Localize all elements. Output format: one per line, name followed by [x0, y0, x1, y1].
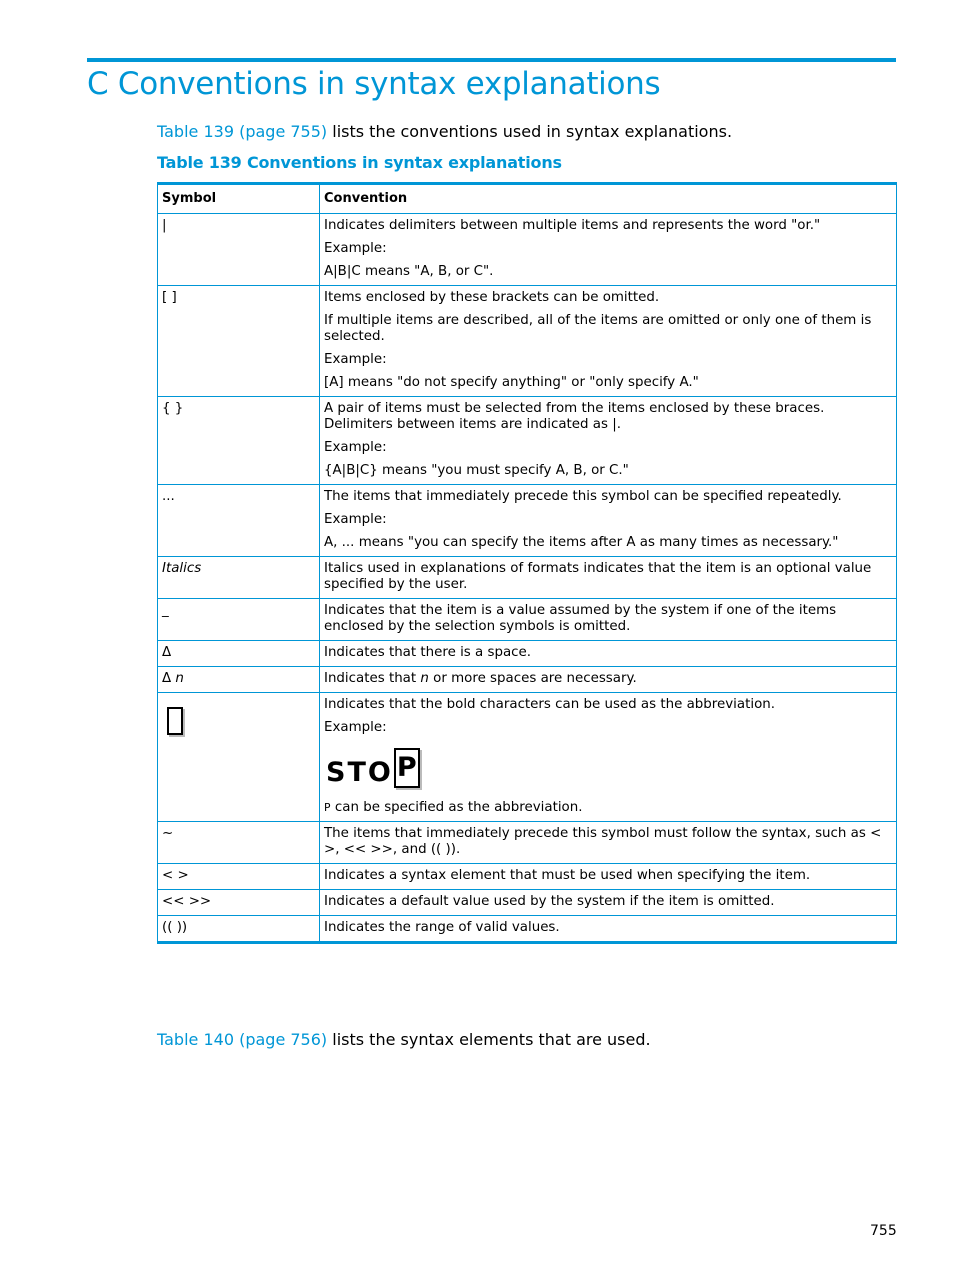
convention-line: If multiple items are described, all of the items are omitted or only one of them is selected. — [324, 313, 872, 344]
table-caption: Table 139 Conventions in syntax explanations — [157, 153, 562, 172]
convention-line: Italics used in explanations of formats indicates that the item is an optional value specified by the user. — [324, 561, 872, 592]
symbol-cell: << >> — [158, 890, 320, 916]
table-row — [158, 485, 897, 557]
n-italic: n — [171, 671, 184, 686]
symbol-cell: < > — [158, 864, 320, 890]
convention-line: Indicates delimiters between multiple items and represents the word "or." — [324, 218, 821, 233]
table-row — [158, 286, 897, 397]
stop-boxed-letter: P — [394, 748, 420, 788]
symbol-cell: [ ] — [158, 286, 320, 397]
symbol-cell: | — [158, 214, 320, 286]
text-post: or more spaces are necessary. — [428, 671, 637, 686]
table-header-row — [158, 184, 897, 214]
header-symbol: Symbol — [158, 184, 320, 214]
symbol-cell: ... — [158, 485, 320, 557]
page-number: 755 — [870, 1223, 897, 1239]
convention-line: Example: — [324, 352, 387, 367]
abbrev-text: can be specified as the abbreviation. — [330, 800, 583, 815]
convention-line: Example: — [324, 241, 387, 256]
convention-line: A pair of items must be selected from the items enclosed by these braces. Delimiters between items are indicated as |. — [324, 401, 825, 432]
convention-line — [324, 800, 892, 816]
text-italic: n — [420, 671, 429, 686]
convention-cell — [320, 916, 897, 943]
table-row — [158, 890, 897, 916]
convention-line: The items that immediately precede this symbol can be specified repeatedly. — [324, 489, 842, 504]
symbol-cell: Italics — [158, 557, 320, 599]
convention-line: Items enclosed by these brackets can be omitted. — [324, 290, 660, 305]
convention-line: Indicates that the bold characters can be used as the abbreviation. — [324, 697, 775, 712]
convention-cell — [320, 890, 897, 916]
convention-cell — [320, 286, 897, 397]
convention-line: [A] means "do not specify anything" or "only specify A." — [324, 375, 699, 390]
outro-text: lists the syntax elements that are used. — [327, 1030, 651, 1049]
top-rule — [87, 58, 896, 62]
convention-cell — [320, 214, 897, 286]
table-row — [158, 916, 897, 943]
intro-paragraph — [157, 122, 732, 141]
convention-cell — [320, 599, 897, 641]
mono-p: P — [324, 801, 331, 814]
convention-line: Example: — [324, 440, 387, 455]
convention-cell — [320, 641, 897, 667]
convention-line: Indicates that the item is a value assumed by the system if one of the items enclosed by the selection symbols is omitted. — [324, 603, 837, 634]
stop-example-figure — [326, 744, 892, 788]
convention-line — [324, 671, 892, 687]
convention-cell — [320, 864, 897, 890]
table-row — [158, 693, 897, 822]
symbol-cell: _ — [158, 599, 320, 641]
table-row — [158, 214, 897, 286]
table-row — [158, 667, 897, 693]
convention-line: Indicates that there is a space. — [324, 645, 532, 660]
convention-line: A, ... means "you can specify the items after A as many times as necessary." — [324, 535, 839, 550]
text-pre: Indicates that — [324, 671, 421, 686]
outro-paragraph — [157, 1030, 651, 1049]
convention-cell — [320, 667, 897, 693]
convention-line: Indicates a default value used by the system if the item is omitted. — [324, 894, 775, 909]
convention-line: Example: — [324, 512, 387, 527]
table-row — [158, 641, 897, 667]
convention-line: Indicates the range of valid values. — [324, 920, 560, 935]
table-139-link[interactable]: Table 139 (page 755) — [157, 122, 328, 141]
convention-line: A|B|C means "A, B, or C". — [324, 264, 494, 279]
stop-letters: STO — [326, 757, 393, 788]
symbol-cell: (( )) — [158, 916, 320, 943]
table-row — [158, 864, 897, 890]
symbol-cell: { } — [158, 397, 320, 485]
table-row — [158, 599, 897, 641]
convention-line: The items that immediately precede this symbol must follow the syntax, such as < >, << >>, and (( )). — [324, 826, 882, 857]
header-convention: Convention — [320, 184, 897, 214]
convention-line: Example: — [324, 720, 387, 735]
symbol-cell — [158, 693, 320, 822]
symbol-cell — [158, 667, 320, 693]
convention-cell — [320, 557, 897, 599]
convention-cell — [320, 822, 897, 864]
convention-cell — [320, 693, 897, 822]
table-row — [158, 822, 897, 864]
symbol-cell: Δ — [158, 641, 320, 667]
table-row — [158, 397, 897, 485]
convention-cell — [320, 485, 897, 557]
convention-line: {A|B|C} means "you must specify A, B, or C." — [324, 463, 629, 478]
table-140-link[interactable]: Table 140 (page 756) — [157, 1030, 328, 1049]
delta-symbol: Δ — [162, 671, 172, 686]
symbol-cell: ~ — [158, 822, 320, 864]
chapter-title: C Conventions in syntax explanations — [87, 66, 661, 102]
convention-line: Indicates a syntax element that must be used when specifying the item. — [324, 868, 811, 883]
table-row — [158, 557, 897, 599]
bold-abbreviation-box-icon — [167, 707, 183, 735]
convention-cell — [320, 397, 897, 485]
conventions-table — [157, 182, 897, 944]
intro-text: lists the conventions used in syntax explanations. — [327, 122, 733, 141]
